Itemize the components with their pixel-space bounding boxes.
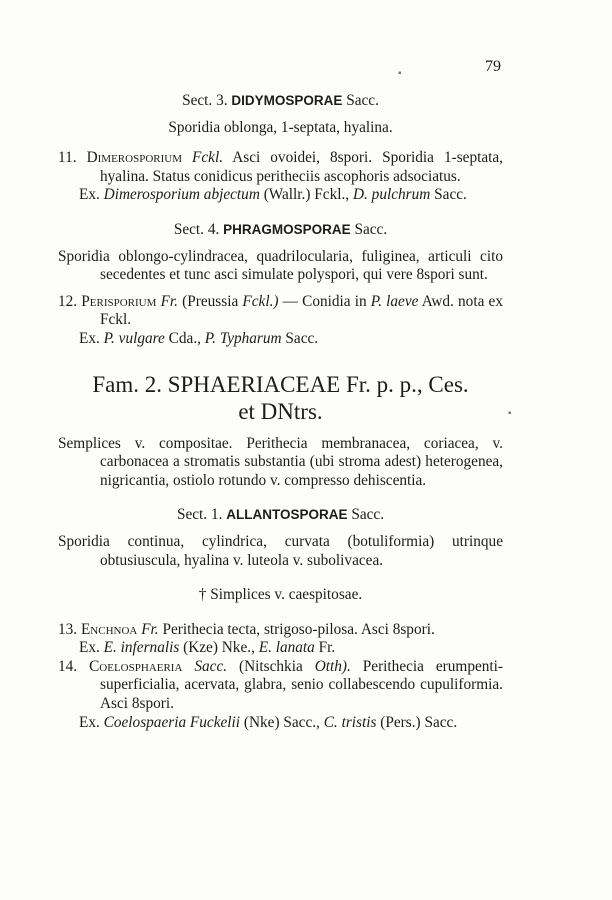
section-description: Sporidia oblonga, 1-septata, hyalina. xyxy=(168,118,393,136)
section-description: Sporidia oblongo-cylindracea, quadrilocularia, fuliginea, articuli cito secedentes et tunc asci simulate polyspori, qui vere 8spori sunt. xyxy=(58,247,503,284)
page-number: 79 xyxy=(485,58,501,75)
example-species: Ex. P. vulgare Cda., P. Typharum Sacc. xyxy=(79,329,319,347)
genus-entry-12: 12. Perisporium Fr. (Preussia Fckl.) — Conidia in P. laeve Awd. nota ex Fckl. xyxy=(58,292,503,329)
genus-entry-11: 11. Dimerosporium Fckl. Asci ovoidei, 8spori. Sporidia 1-septata, hyalina. Status conidicus peritheciis ascophoris adsociatus. xyxy=(58,149,504,185)
family-heading-cont: et DNtrs. xyxy=(238,398,323,424)
family-heading: Fam. 2. SPHAERIACEAE Fr. p. p., Ces. xyxy=(92,371,469,397)
family-description: Semplices v. compositae. Perithecia membranacea, coriacea, v. carbonacea a stromatis substantia (ubi stroma adest) heterogenea, nigricantia, ostiolo rotundo v. compresso dehiscentia. xyxy=(58,434,503,489)
genus-entry-13: 13. Enchnoa Fr. Perithecia tecta, strigoso-pilosa. Asci 8spori. xyxy=(58,620,435,638)
example-species: Ex. Dimerosporium abjectum (Wallr.) Fckl., D. pulchrum Sacc. xyxy=(79,186,467,204)
section-heading-allantosporae: Sect. 1. ALLANTOSPORAE Sacc. xyxy=(176,506,385,524)
genus-entry-14: 14. Coelosphaeria Sacc. (Nitschkia Otth). Perithecia erumpenti-superficialia, acervata, glabra, senio collabescendo cupuliformia. Asci 8spori. xyxy=(58,657,503,713)
example-species: Ex. Coelospaeria Fuckelii (Nke) Sacc., C. tristis (Pers.) Sacc. xyxy=(79,713,458,731)
subsection-heading: † Simplices v. caespitosae. xyxy=(198,586,363,604)
page-content xyxy=(58,92,503,732)
section-description: Sporidia continua, cylindrica, curvata (botuliformia) utrinque obtusiuscula, hyalina v. luteola v. subolivacea. xyxy=(58,532,503,569)
section-heading-didymosporae: Sect. 3. DIDYMOSPORAE Sacc. xyxy=(182,92,379,109)
scan-speck: ▪ xyxy=(398,68,402,79)
example-species: Ex. E. infernalis (Kze) Nke., E. lanata Fr. xyxy=(79,639,336,657)
section-heading-phragmosporae: Sect. 4. PHRAGMOSPORAE Sacc. xyxy=(173,220,388,238)
scan-speck: ▪ xyxy=(508,408,512,419)
